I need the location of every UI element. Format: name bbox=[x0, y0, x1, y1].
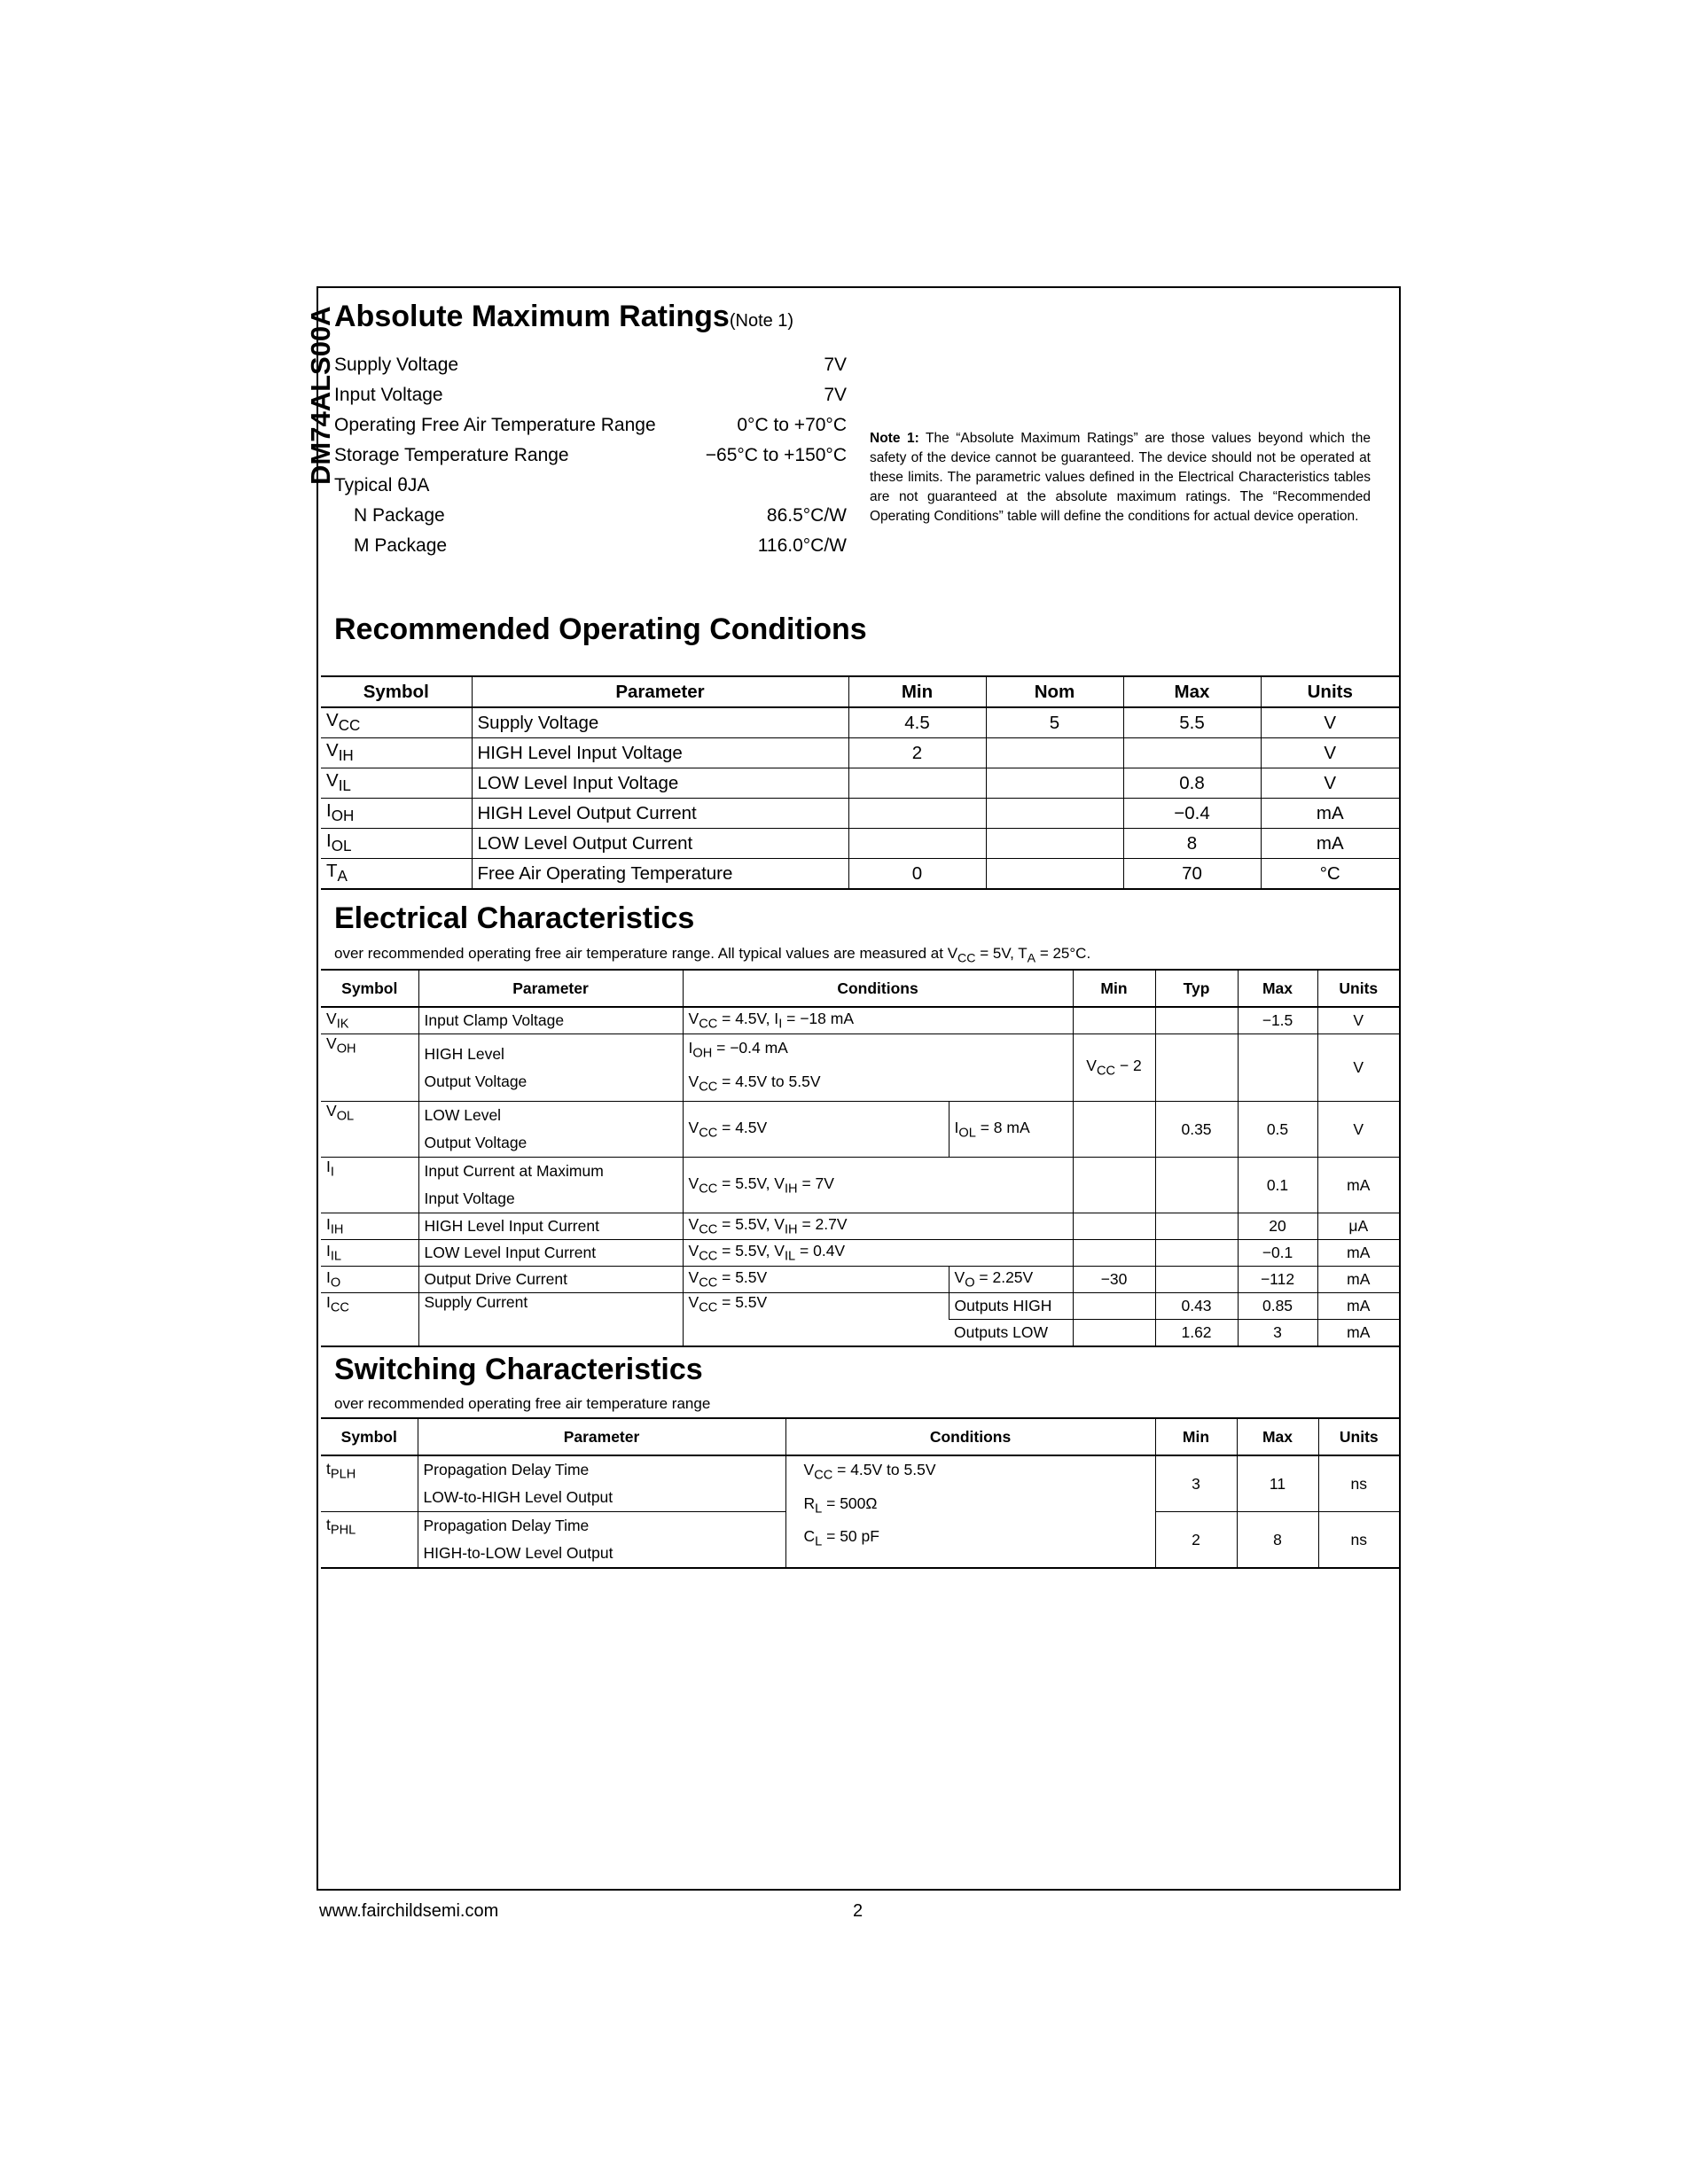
table-row: $V_{CC}$ Supply Voltage 4.5 5 5.5 V bbox=[321, 707, 1399, 738]
abs-max-heading: Absolute Maximum Ratings(Note 1) bbox=[334, 300, 794, 333]
roc-table bbox=[321, 675, 1399, 890]
table-header-row: Symbol Parameter Conditions Min Typ Max Units bbox=[321, 970, 1399, 1007]
side-title: DM74ALS00A bbox=[305, 306, 336, 485]
table-row: $I_{IH}$ HIGH Level Input Current $V_{CC} = 5.5V$, $V_{IH} = 2.7V$ 20 μA bbox=[321, 1213, 1399, 1240]
table-header-row: Symbol Parameter Conditions Min Max Units bbox=[321, 1418, 1399, 1455]
table-row: $V_{OL}$ LOW Level Output Voltage $V_{CC} = 4.5V$ $I_{OL} = 8$ mA 0.35 0.5 V bbox=[321, 1102, 1399, 1158]
table-row: $V_{IH}$ HIGH Level Input Voltage 2 V bbox=[321, 738, 1399, 768]
table-row: $V_{OH}$ HIGH Level Output Voltage $I_{OH} = -0.4$ mA $V_{CC} = 4.5V$ to 5.5V $V_{CC} - 2$ V bbox=[321, 1034, 1399, 1102]
page-number: 2 bbox=[853, 1901, 864, 1921]
rating-row: M Package 116.0°C/W bbox=[354, 535, 847, 556]
table-row: $I_O$ Output Drive Current $V_{CC} = 5.5V$ $V_O = 2.25V$ −30 −112 mA bbox=[321, 1267, 1399, 1293]
sw-subtitle: over recommended operating free air temperature range bbox=[334, 1395, 711, 1412]
sw-heading: Switching Characteristics bbox=[334, 1353, 703, 1386]
table-row: Outputs LOW 1.62 3 mA bbox=[321, 1320, 1399, 1347]
table-row: $I_{OL}$ LOW Level Output Current 8 mA bbox=[321, 829, 1399, 859]
table-header-row: Symbol Parameter Min Nom Max Units bbox=[321, 676, 1399, 707]
table-row: $I_{IL}$ LOW Level Input Current $V_{CC} = 5.5V$, $V_{IL} = 0.4V$ −0.1 mA bbox=[321, 1240, 1399, 1267]
table-row: $I_{CC}$ Supply Current $V_{CC} = 5.5V$ Outputs HIGH 0.43 0.85 mA bbox=[321, 1293, 1399, 1320]
table-row: $t_{PHL}$ Propagation Delay Time HIGH-to-LOW Level Output 2 8 ns bbox=[321, 1512, 1399, 1569]
rating-row: Operating Free Air Temperature Range 0°C to +70°C bbox=[334, 415, 847, 435]
table-row: $I_I$ Input Current at Maximum Input Voltage $V_{CC} = 5.5V$, $V_{IH} = 7V$ 0.1 mA bbox=[321, 1158, 1399, 1213]
table-row: $I_{OH}$ HIGH Level Output Current −0.4 mA bbox=[321, 799, 1399, 829]
ec-subtitle: over recommended operating free air temperature range. All typical values are measured at $V_{CC} = 5V$, $T_A = 25^\circ C$. bbox=[334, 945, 1091, 966]
footer-url[interactable]: www.fairchildsemi.com bbox=[319, 1901, 499, 1921]
rating-row: Storage Temperature Range −65°C to +150°C bbox=[334, 445, 847, 465]
table-row: $t_{PLH}$ Propagation Delay Time LOW-to-HIGH Level Output $V_{CC} = 4.5V$ to 5.5V $R_L = 500\Omega$ $C_L = 50$ pF 3 11 ns bbox=[321, 1455, 1399, 1512]
sw-table bbox=[321, 1417, 1399, 1569]
table-row: $V_{IK}$ Input Clamp Voltage $V_{CC} = 4.5V$, $I_I = -18$ mA −1.5 V bbox=[321, 1007, 1399, 1034]
rating-row: Typical θJA bbox=[334, 475, 430, 495]
table-row: $T_A$ Free Air Operating Temperature 0 70 °C bbox=[321, 859, 1399, 890]
rating-row: Supply Voltage 7V bbox=[334, 355, 847, 375]
roc-heading: Recommended Operating Conditions bbox=[334, 612, 867, 646]
ec-table bbox=[321, 969, 1399, 1347]
rating-row: N Package 86.5°C/W bbox=[354, 505, 847, 526]
table-row: $V_{IL}$ LOW Level Input Voltage 0.8 V bbox=[321, 768, 1399, 799]
note-1: Note 1: The “Absolute Maximum Ratings” are those values beyond which the safety of the device cannot be guaranteed. The device should not be operated at these limits. The parametric values defined in the Electrical Characteristics tables are not guaranteed at the absolute maximum ratings. The “Recommended Operating Conditions” table will define the conditions for actual device operation. bbox=[870, 431, 1371, 524]
rating-row: Input Voltage 7V bbox=[334, 385, 847, 405]
ec-heading: Electrical Characteristics bbox=[334, 901, 695, 935]
